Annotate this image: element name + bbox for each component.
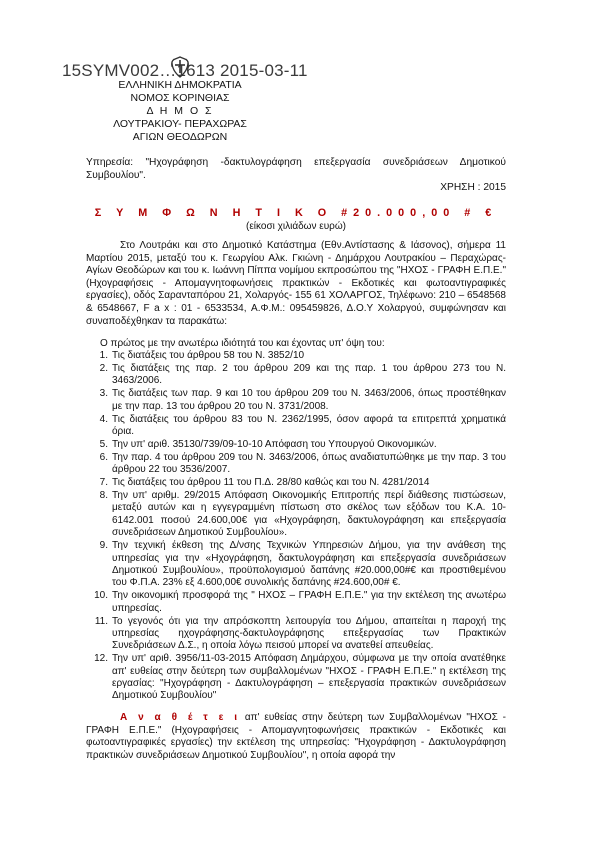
list-item-text: Την υπ' αριθ. 3956/11-03-2015 Απόφαση Δημάρχου, σύμφωνα με την οποία ανατέθηκε απ' ευθείας στην δεύτερη των συμβαλλομένων "ΗΧΟΣ - ΓΡΑΦΗ Ε.Π.Ε." η εκτέλεση της εργασίας: "Ηχογράφηση - Δακτυλογράφηση – επεξεργασία πρακτικών συνεδριάσεων Δημοτικού Συμβουλίου" — [112, 653, 506, 702]
list-item — [99, 477, 506, 489]
header-line-republic: ΕΛΛΗΝΙΚΗ ΔΗΜΟΚΡΑΤΙΑ — [118, 79, 242, 91]
header-line-municipality-name: ΛΟΥΤΡΑΚΙΟΥ- ΠΕΡΑΧΩΡΑΣ — [113, 118, 247, 130]
assignment-paragraph — [86, 712, 506, 762]
list-item — [99, 362, 506, 388]
considerations-list — [86, 350, 506, 703]
header-line-prefecture: ΝΟΜΟΣ ΚΟΡΙΝΘΙΑΣ — [130, 92, 230, 104]
assignment-keyword: Α ν α θ έ τ ε ι — [120, 712, 241, 723]
issuer-header — [80, 79, 280, 144]
list-item — [99, 350, 506, 362]
list-item — [99, 489, 506, 540]
contract-amount-words: (είκοσι χιλιάδων ευρώ) — [246, 221, 346, 232]
list-item — [94, 615, 506, 653]
list-item — [99, 540, 506, 590]
list-item — [99, 451, 506, 477]
document-stamp-id: 15SYMV002…1613 2015-03-11 — [62, 61, 308, 80]
list-item-number: 1. — [99, 350, 108, 361]
list-item-text: Την οικονομική προσφορά της " ΗΧΟΣ – ΓΡΑΦΗ Ε.Π.Ε." για την εκτέλεση της ανωτέρω υπηρεσίας. — [112, 590, 506, 614]
list-item-text: Τις διατάξεις του άρθρου 11 του Π.Δ. 28/80 καθώς και του Ν. 4281/2014 — [112, 477, 430, 489]
list-item-number: 12. — [94, 653, 108, 665]
contract-title: Σ Υ Μ Φ Ω Ν Η Τ Ι Κ Ο #20.000,00 # € — [94, 207, 498, 219]
list-item-text: Την τεχνική έκθεση της Δ/νσης Τεχνικών Υπηρεσιών Δήμου, για την ανάθεση της υπηρεσίας για την «Ηχογράφηση, δακτυλογράφηση και επεξεργασία συνεδριάσεων Δημοτικού Συμβουλίου», προϋπολογισμού δαπάνης #20.000,00#€ και προστιθεμένου του Φ.Π.Α. 23% εξ 4.600,00€ συνολικής δαπάνης #24.600,00# €. — [112, 540, 506, 589]
list-item — [94, 590, 506, 615]
list-item-number: 11. — [94, 615, 108, 627]
list-item-text: Τις διατάξεις της παρ. 2 του άρθρου 209 και της παρ. 1 του άρθρου 273 του Ν. 3463/2006. — [112, 362, 506, 387]
list-item-number: 6. — [99, 451, 108, 463]
list-item — [94, 653, 506, 703]
list-item-text: Το γεγονός ότι για την απρόσκοπτη λειτουργία του Δήμου, απαιτείται η παροχή της υπηρεσίας ηχογράφησης-δακτυλογράφησης επεξεργασίας των Πρακτικών Συνεδριάσεων Δ.Σ., η οποία λόγω πεισού μπορεί να ανατεθεί απευθείας. — [112, 615, 506, 652]
considerations-lead: Ο πρώτος με την ανωτέρω ιδιότητά του και έχοντας υπ' όψη του: — [100, 338, 385, 349]
list-item-text: Την υπ' αριθ. 35130/739/09-10-10 Απόφαση του Υπουργού Οικονομικών. — [112, 438, 437, 450]
list-item — [99, 438, 506, 451]
header-line-municipality-name-2: ΑΓΙΩΝ ΘΕΟΔΩΡΩΝ — [132, 131, 228, 143]
list-item-text: Τις διατάξεις του άρθρου 83 του Ν. 2362/1995, όσον αφορά τα επιτρεπτά χρηματικά όρια. — [112, 413, 506, 437]
list-item — [99, 388, 506, 413]
list-item-number: 4. — [99, 413, 108, 425]
assignment-text: απ' ευθείας στην δεύτερη των Συμβαλλομένων "ΗΧΟΣ - ΓΡΑΦΗ Ε.Π.Ε." (Ηχογραφήσεις - Απομαγνητοφωνήσεις πρακτικών - Εκδοτικές και φωτοαντιγραφικές εργασίες) την εκτέλεση της υπηρεσίας: "Ηχογράφηση - Δακτυλογράφηση πρακτικών συνεδριάσεων Δημοτικού Συμβουλίου", η οποία αφορά την — [86, 712, 506, 761]
list-item-number: 2. — [99, 362, 108, 374]
fiscal-year: ΧΡΗΣΗ : 2015 — [440, 182, 506, 193]
list-item-text: Τις διατάξεις των παρ. 9 και 10 του άρθρου 209 του Ν. 3463/2006, όπως προστέθηκαν με την παρ. 13 του άρθρου 20 του Ν. 3731/2008. — [112, 388, 506, 412]
list-item-text: Τις διατάξεις του άρθρου 58 του Ν. 3852/10 — [112, 350, 305, 361]
list-item-number: 3. — [99, 388, 108, 400]
intro-paragraph — [86, 240, 506, 328]
list-item-number: 7. — [99, 477, 108, 489]
service-subject: Υπηρεσία: "Ηχογράφηση -δακτυλογράφηση επεξεργασία συνεδριάσεων Δημοτικού Συμβουλίου". — [86, 157, 506, 181]
list-item-number: 5. — [99, 438, 108, 450]
list-item-number: 9. — [99, 540, 108, 552]
greek-coat-of-arms-icon — [170, 56, 190, 78]
list-item-number: 8. — [99, 489, 108, 501]
list-item-number: 10. — [94, 590, 108, 602]
list-item-text: Την υπ' αριθμ. 29/2015 Απόφαση Οικονομικής Επιτροπής περί διάθεσης πιστώσεων, μεταξύ αυτών και η εγγεγραμμένη πίστωση στο σκέλος των εξόδων του Κ.Α. 10-6142.001 ποσού 24.600,00€ για «Ηχογράφηση, δακτυλογράφηση και επεξεργασία συνεδριάσεων Δημοτικού Συμβουλίου». — [112, 489, 506, 539]
intro-text: Στο Λουτράκι και στο Δημοτικό Κατάστημα (Εθν.Αντίστασης & Ιάσονος), σήμερα 11 Μαρτίου 2015, μεταξύ του κ. Γεωργίου Αλκ. Γκιώνη - Δημάρχου Λουτρακίου – Περαχώρας- Αγίων Θεοδώρων και του κ. Ιωάννη Πίππα νομίμου εκπροσώπου της "ΗΧΟΣ - ΓΡΑΦΗ Ε.Π.Ε." (Ηχογραφήσεις - Απομαγνητοφωνήσεις πρακτικών - Εκδοτικές και φωτοαντιγραφικές εργασίες), οδός Σαρανταπόρου 21, Χολαργός- 155 61 ΧΟΛΑΡΓΟΣ, Τηλέφωνο: 210 – 6548568 & 6548667, F a x : 01 - 6533534, Α.Φ.Μ.: 095459826, Δ.Ο.Υ Χολαργού, συμφώνησαν και συναποδέχθηκαν τα παρακάτω: — [86, 240, 506, 327]
header-line-municipality: Δ Η Μ Ο Σ — [146, 105, 214, 117]
list-item — [99, 413, 506, 439]
list-item-text: Την παρ. 4 του άρθρου 209 του Ν. 3463/2006, όπως αναδιατυπώθηκε με την παρ. 3 του άρθρου 22 του 3536/2007. — [112, 451, 506, 476]
